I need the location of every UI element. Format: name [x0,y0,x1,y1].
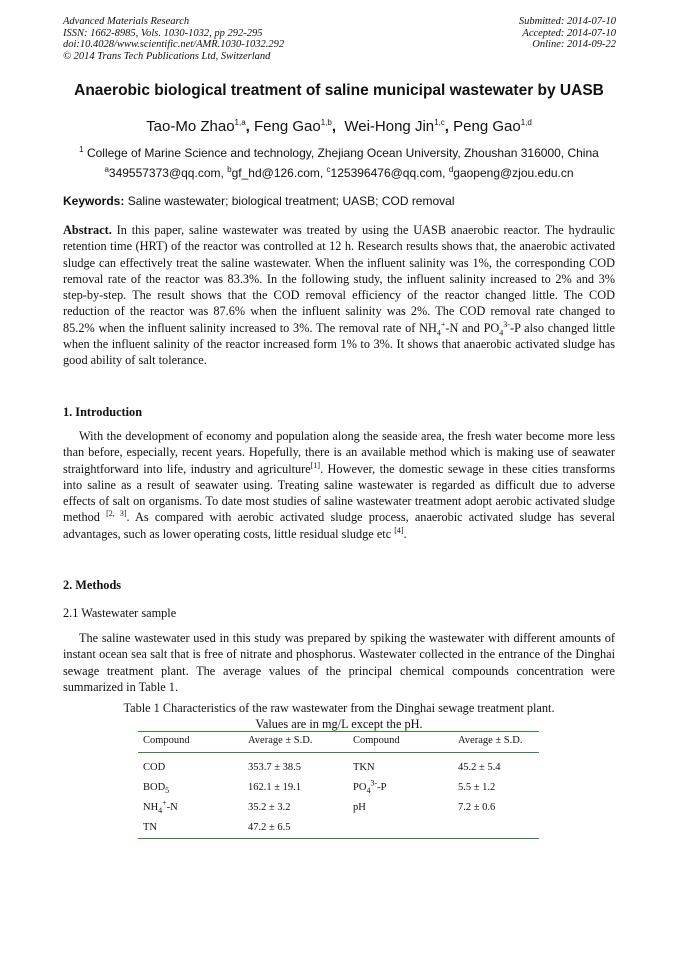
accepted-date: Accepted: 2014-07-10 [522,27,616,39]
intro-paragraph [63,428,615,542]
email-sup: d [448,165,454,174]
email-address: 349557373@qq.com [108,166,221,180]
compound-cell: $NH_4^+-N$ [143,798,178,816]
author-name: Tao-Mo Zhao [146,118,235,135]
dates-header [519,16,616,51]
value-cell: 47.2 ± 6.5 [248,822,291,833]
value-cell: 45.2 ± 5.4 [458,762,501,773]
col-header: Compound [353,735,400,746]
email-address: 125396476@qq.com [330,166,443,180]
paper-title: Anaerobic biological treatment of saline municipal wastewater by UASB [74,82,604,99]
compound-cell: $PO_4^{3-}-P$ [353,778,387,796]
citation-ref[interactable]: [4] [394,525,404,535]
author-name: Peng Gao [453,118,521,135]
email-sup: c [326,165,331,174]
citation-ref[interactable]: [2, 3] [106,509,127,519]
journal-name: Advanced Materials Research [63,16,190,27]
compound-cell: TKN [353,762,375,773]
affiliation-text: College of Marine Science and technology, Zhejiang Ocean University, Zhoushan 316000, China [83,146,599,160]
affiliation-sup: 1 [79,145,84,154]
table-caption [0,700,678,732]
table-header-row [138,732,539,753]
email-address: gf_hd@126.com [231,166,320,180]
author-name: Wei-Hong Jin [344,118,435,135]
abstract-subscript: 4 [436,328,441,338]
online-date: Online: 2014-09-22 [532,39,616,50]
intro-text: . As compared with aerobic activated sludge process, anaerobic activated sludge has several advantages, such as lower operating costs, little residual sludge etc [63,510,615,541]
value-cell: 7.2 ± 0.6 [458,802,496,813]
email-sup: b [227,165,232,174]
abstract-superscript: 3- [503,319,510,329]
intro-text: . [403,526,407,541]
value-cell: 162.1 ± 19.1 [248,782,302,793]
abstract-label: Abstract. [63,223,112,237]
methods-heading: 2. Methods [63,578,122,592]
value-cell [453,818,539,839]
wastewater-sample-heading: 2.1 Wastewater sample [63,606,177,620]
compound-cell [348,818,453,839]
author-name: Feng Gao [254,118,321,135]
copyright-line: © 2014 Trans Tech Publications Ltd, Switzerland [63,50,271,62]
author-list: Tao-Mo Zhao$^{1,a}$, Feng Gao$^{1,b}$, Wei-Hong Jin$^{1,c}$, Peng Gao$^{1,d}$ [146,118,532,135]
abstract [63,222,615,369]
value-cell: 353.7 ± 38.5 [248,762,302,773]
intro-text: With the development of economy and population along the seaside area, the fresh water become more less than before, especially, recent years. Hopefully, there is an available method which is making use of seawater straightforward into life, industry and agriculture [63,429,615,476]
compound-cell: TN [143,822,157,833]
intro-text: . However, the domestic sewage in these cities transforms into saline as a result of seawater using. Treating saline wastewater is regarded as difficult due to adverse effects of salt on organisms. To date most studies of saline wastewater treatment adopt aerobic activated sludge method [63,461,615,525]
compound-cell: $BOD_5$ [143,782,170,796]
table-caption-line: Values are in mg/L except the pH. [255,717,423,731]
doi-line: doi:10.4028/www.scientific.net/AMR.1030-1032.292 [63,39,285,50]
author-affil-sup: 1,b [320,118,332,127]
keywords-line [63,194,455,208]
table-caption-line: Table 1 Characteristics of the raw wastewater from the Dinghai sewage treatment plant. [123,701,555,715]
table-row [138,798,539,818]
citation-ref[interactable]: [1] [310,460,321,470]
abstract-text: -N and PO [445,320,500,335]
table-row [138,778,539,798]
keywords-label: Keywords: [63,194,125,208]
author-affil-sup: 1,c [434,118,445,127]
abstract-subscript: 4 [499,328,504,338]
col-header: Average ± S.D. [458,735,523,746]
abstract-text: In this paper, saline wastewater was treated by using the UASB anaerobic reactor. The hydraulic retention time (HRT) of the reactor was controlled at 12 h. Research results shows that, the anaerobic activated sludge can effectively treat the saline wastewater. When the influent salinity was 1%, the corresponding COD removal rate of the reactor was 83.3%. In the following study, the influent salinity increased to 2% and 3% step-by-step. The result shows that the COD removal efficiency of the reactor changed little. The COD reduction of the reactor was 87.6% when the influent salinity was 2%. The COD removal rate changed to 85.2% when the influent salinity increased to 3%. The removal rate of NH [63,223,615,335]
table-row [138,818,539,839]
email-list: $^a$349557373@qq.com, $^b$gf_hd@126.com, $^c$125396476@qq.com, $^d$gaopeng@zjou.edu.cn [104,165,574,180]
submitted-date: Submitted: 2014-07-10 [518,16,616,27]
compound-cell: pH [353,802,366,813]
intro-heading: 1. Introduction [63,405,143,419]
abstract-text: -P also changed little when the influent salinity of the reactor increased form 1% to 3%. It shows that anaerobic activated sludge has good ability of salt tolerance. [63,320,615,368]
col-header: Average ± S.D. [248,735,313,746]
compound-cell: COD [143,762,166,773]
email-address: gaopeng@zjou.edu.cn [453,166,574,180]
table-row [138,753,539,779]
issn-line: ISSN: 1662-8985, Vols. 1030-1032, pp 292-295 [63,27,263,39]
keywords-text: Saline wastewater; biological treatment; UASB; COD removal [124,194,455,208]
email-sup: a [104,165,109,174]
characteristics-table [138,731,539,839]
author-affil-sup: 1,a [234,118,246,127]
affiliation [0,146,678,160]
abstract-superscript: + [440,319,446,329]
col-header: Compound [143,735,190,746]
journal-header [63,16,284,62]
value-cell: 5.5 ± 1.2 [458,782,496,793]
author-affil-sup: 1,d [520,118,532,127]
value-cell: 35.2 ± 3.2 [248,802,291,813]
methods-paragraph: The saline wastewater used in this study was prepared by spiking the wastewater with different amounts of instant ocean sea salt that is free of nitrate and phosphorus. Wastewater collected in the entrance of the Dinghai sewage treatment plant. The average values of the principal chemical compounds concentration were summarized in Table 1. [63,631,615,694]
